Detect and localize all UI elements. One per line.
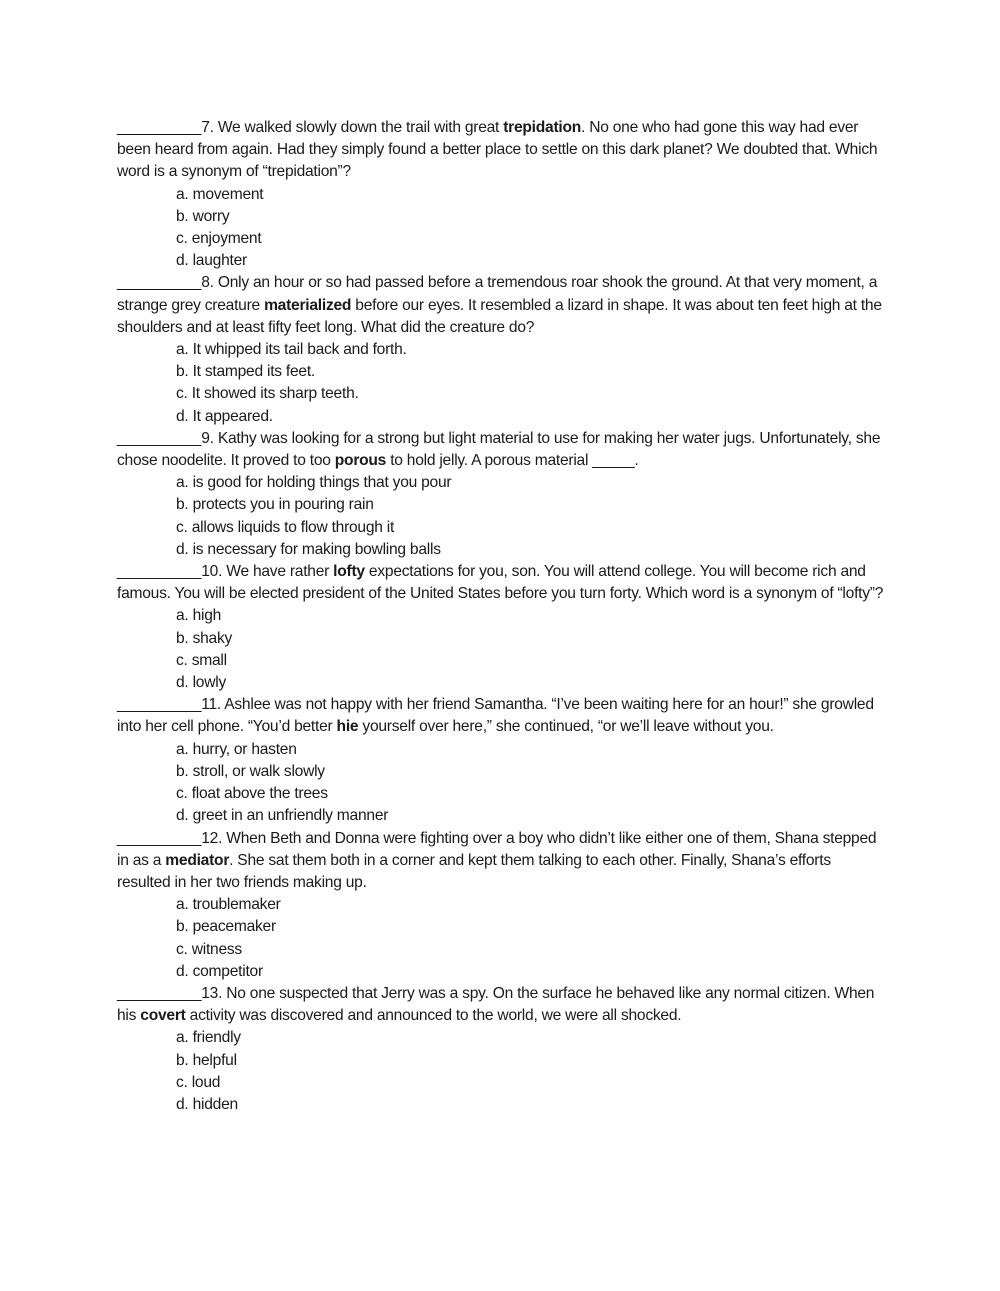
answer-options xyxy=(117,739,887,828)
question-number: 9. xyxy=(201,429,214,447)
question-stem xyxy=(117,117,887,184)
answer-options xyxy=(117,1027,887,1116)
question-stem xyxy=(117,428,887,472)
question-number: 12. xyxy=(201,829,223,847)
option-a[interactable]: a. movement xyxy=(176,185,264,203)
stem-text-after: yourself over here,” she continued, “or we’ll leave without you. xyxy=(358,718,774,736)
option-a[interactable]: a. It whipped its tail back and forth. xyxy=(176,341,407,359)
option-a[interactable]: a. hurry, or hasten xyxy=(176,740,297,758)
question-stem xyxy=(117,828,887,895)
answer-blank[interactable]: __________ xyxy=(117,563,202,581)
vocabulary-term: trepidation xyxy=(503,119,582,136)
question-number: 7. xyxy=(201,119,214,136)
option-d[interactable]: d. competitor xyxy=(176,962,263,980)
stem-text-before: No one suspected that Jerry was a spy. On the surface he behaved like any normal citizen. When his xyxy=(117,984,875,1025)
question-8 xyxy=(117,272,887,427)
question-stem xyxy=(117,561,887,605)
option-a[interactable]: a. troublemaker xyxy=(176,896,281,914)
answer-blank[interactable]: __________ xyxy=(117,119,202,136)
question-stem xyxy=(117,983,887,1027)
option-a[interactable]: a. high xyxy=(176,607,222,625)
vocabulary-term: covert xyxy=(140,1007,186,1025)
option-b[interactable]: b. peacemaker xyxy=(176,918,276,936)
question-11 xyxy=(117,694,887,827)
answer-blank[interactable]: __________ xyxy=(117,696,202,714)
question-stem xyxy=(117,694,887,738)
question-13 xyxy=(117,983,887,1116)
stem-text-after: activity was discovered and announced to the world, we were all shocked. xyxy=(185,1007,682,1025)
question-number: 13. xyxy=(201,984,223,1002)
question-number: 11. xyxy=(201,696,222,714)
option-c[interactable]: c. witness xyxy=(176,940,242,958)
option-d[interactable]: d. greet in an unfriendly manner xyxy=(176,807,389,825)
question-7 xyxy=(117,117,887,272)
question-stem xyxy=(117,272,887,339)
stem-text-before: Ashlee was not happy with her friend Samantha. “I’ve been waiting here for an hour!” she growled into her cell phone. “You’d better xyxy=(117,696,874,736)
option-c[interactable]: c. It showed its sharp teeth. xyxy=(176,385,359,403)
option-a[interactable]: a. is good for holding things that you pour xyxy=(176,474,452,492)
vocabulary-term: porous xyxy=(334,452,387,470)
stem-text-after: before our eyes. It resembled a lizard in shape. It was about ten feet high at the shoulders and at least fifty feet long. What did the creature do? xyxy=(117,296,882,336)
stem-text-before: When Beth and Donna were fighting over a boy who didn’t like either one of them, Shana stepped in as a xyxy=(117,829,877,869)
stem-text-after: to hold jelly. A porous material _____. xyxy=(386,452,639,470)
option-b[interactable]: b. It stamped its feet. xyxy=(176,363,315,381)
question-9 xyxy=(117,428,887,561)
answer-blank[interactable]: __________ xyxy=(117,429,202,447)
option-d[interactable]: d. lowly xyxy=(176,674,226,692)
vocabulary-term: hie xyxy=(336,718,359,736)
answer-options xyxy=(117,184,887,273)
option-c[interactable]: c. loud xyxy=(176,1073,221,1091)
option-b[interactable]: b. helpful xyxy=(176,1051,237,1069)
stem-text-before: Only an hour or so had passed before a tremendous roar shook the ground. At that very moment, a strange grey creature xyxy=(117,274,878,314)
question-10 xyxy=(117,561,887,694)
answer-blank[interactable]: __________ xyxy=(117,984,202,1002)
option-d[interactable]: d. It appeared. xyxy=(176,407,273,425)
worksheet-page xyxy=(117,117,887,1116)
stem-text-after: . She sat them both in a corner and kept them talking to each other. Finally, Shana’s efforts resulted in her two friends making up. xyxy=(117,851,831,891)
answer-blank[interactable]: __________ xyxy=(117,829,202,847)
answer-options xyxy=(117,339,887,428)
option-c[interactable]: c. small xyxy=(176,651,227,669)
question-number: 8. xyxy=(201,274,214,292)
option-c[interactable]: c. float above the trees xyxy=(176,785,328,803)
option-d[interactable]: d. hidden xyxy=(176,1095,238,1113)
question-number: 10. xyxy=(201,563,223,581)
stem-text-before: We walked slowly down the trail with great xyxy=(213,119,504,136)
vocabulary-term: materialized xyxy=(264,296,352,314)
option-b[interactable]: b. protects you in pouring rain xyxy=(176,496,374,514)
option-b[interactable]: b. worry xyxy=(176,207,230,225)
answer-options xyxy=(117,894,887,983)
stem-text-before: Kathy was looking for a strong but light material to use for making her water jugs. Unfortunately, she chose noodelite. It proved to too xyxy=(117,429,881,470)
stem-text-before: We have rather xyxy=(222,563,334,581)
option-d[interactable]: d. is necessary for making bowling balls xyxy=(176,540,441,558)
option-b[interactable]: b. shaky xyxy=(176,629,233,647)
answer-options xyxy=(117,605,887,694)
vocabulary-term: lofty xyxy=(333,563,365,581)
option-c[interactable]: c. allows liquids to flow through it xyxy=(176,518,395,536)
stem-text-after: expectations for you, son. You will attend college. You will become rich and famous. You will be elected president of the United States before you turn forty. Which word is a synonym of “lofty”? xyxy=(117,563,884,603)
option-c[interactable]: c. enjoyment xyxy=(176,230,262,248)
option-a[interactable]: a. friendly xyxy=(176,1029,241,1047)
answer-options xyxy=(117,472,887,561)
option-d[interactable]: d. laughter xyxy=(176,252,247,270)
stem-text-after: . No one who had gone this way had ever been heard from again. Had they simply found a better place to settle on this dark planet? We doubted that. Which word is a synonym of “trepidation”? xyxy=(117,119,878,181)
option-b[interactable]: b. stroll, or walk slowly xyxy=(176,762,325,780)
vocabulary-term: mediator xyxy=(165,851,230,869)
answer-blank[interactable]: __________ xyxy=(117,274,202,292)
question-12 xyxy=(117,828,887,983)
